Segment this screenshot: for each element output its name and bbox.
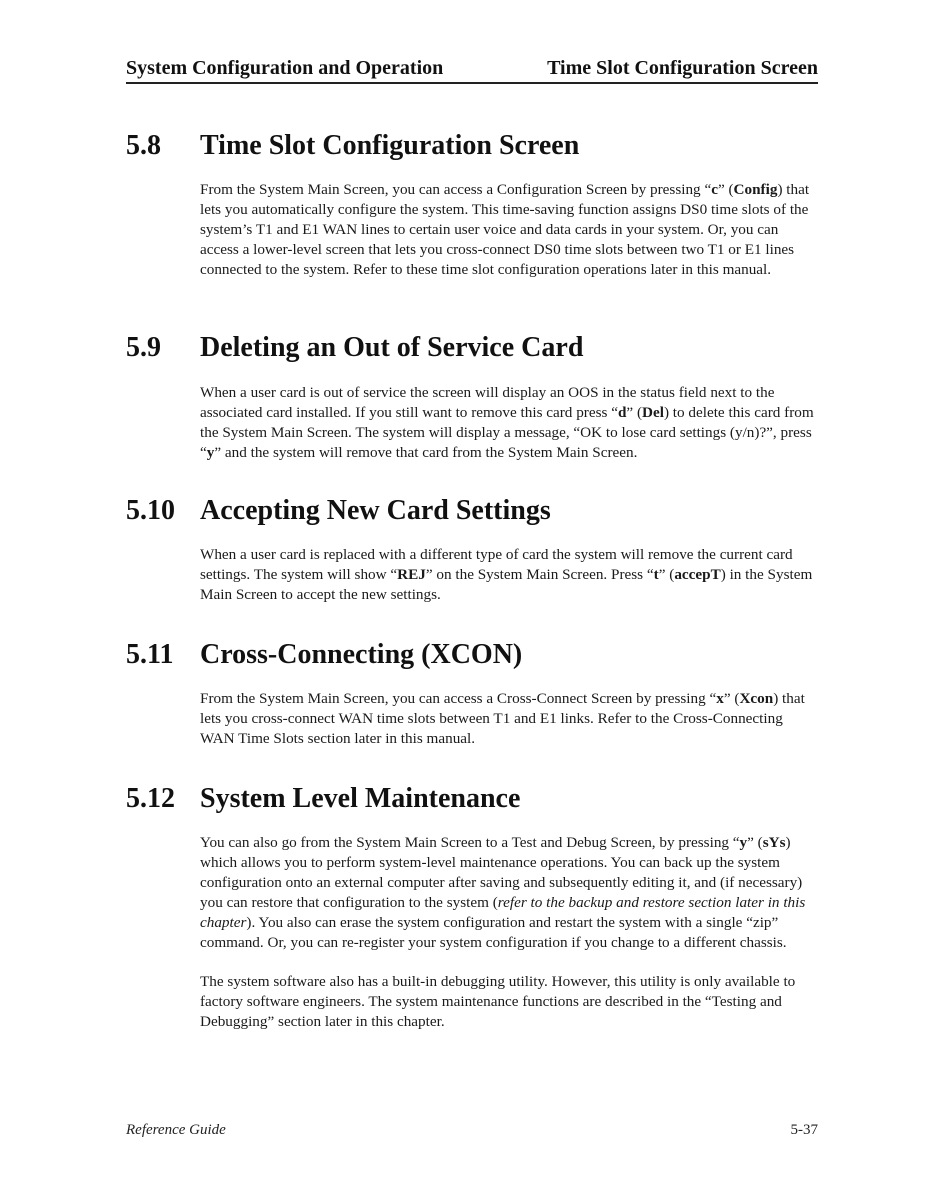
section-title: Deleting an Out of Service Card [200, 332, 584, 363]
section-heading [126, 130, 818, 162]
paragraph: When a user card is out of service the screen will display an OOS in the status field next to the associated card installed. If you still want to remove this card press “d” (Del) to delete this card from the System Main Screen. The system will display a message, “OK to lose card settings (y/n)?”, press “y” and the system will remove that card from the System Main Screen. [200, 384, 814, 461]
header-chapter-title: System Configuration and Operation [126, 57, 444, 79]
running-header [126, 56, 818, 84]
section-body [200, 180, 818, 280]
page-number: 5-37 [790, 1122, 818, 1138]
section-heading [126, 783, 818, 815]
section-heading [126, 639, 818, 671]
section-heading [126, 332, 818, 364]
header-section-title: Time Slot Configuration Screen [547, 57, 818, 79]
section-body [200, 833, 818, 1032]
section-number: 5.8 [126, 130, 161, 161]
section-body [200, 689, 818, 749]
section-5-9 [126, 332, 818, 461]
section-title: Accepting New Card Settings [200, 495, 551, 526]
section-5-11 [126, 639, 818, 747]
section-5-10 [126, 495, 818, 603]
paragraph: The system software also has a built-in debugging utility. However, this utility is only available to factory software engineers. The system maintenance functions are described in the “Testing and Debugging” section later in this chapter. [200, 973, 796, 1031]
section-heading [126, 495, 818, 527]
paragraph: You can also go from the System Main Screen to a Test and Debug Screen, by pressing “y” (sYs) which allows you to perform system-level maintenance operations. You can back up the system configuration onto an external computer after saving and subsequently editing it, and (if necessary) you can restore that configuration to the system (refer to the backup and restore section later in this chapter). You also can erase the system configuration and restart the system with a single “zip” command. Or, you can re-register your system configuration if you change to a different chassis. [200, 834, 806, 951]
section-title: Cross-Connecting (XCON) [200, 639, 523, 670]
section-title: System Level Maintenance [200, 783, 521, 814]
section-number: 5.11 [126, 639, 174, 670]
section-number: 5.10 [126, 495, 175, 526]
page-footer [126, 1120, 818, 1140]
section-number: 5.9 [126, 332, 161, 363]
section-body [200, 383, 818, 463]
paragraph: From the System Main Screen, you can access a Cross-Connect Screen by pressing “x” (Xcon) that lets you cross-connect WAN time slots between T1 and E1 links. Refer to the Cross-Connecting WAN Time Slots section later in this manual. [200, 690, 805, 747]
section-5-8 [126, 130, 818, 278]
footer-document-title: Reference Guide [126, 1122, 226, 1138]
paragraph: From the System Main Screen, you can access a Configuration Screen by pressing “c” (Config) that lets you automatically configure the system. This time-saving function assigns DS0 time slots of the system’s T1 and E1 WAN lines to certain user voice and data cards in your system. Or, you can access a lower-level screen that lets you cross-connect DS0 time slots between two T1 or E1 lines connected to the system. Refer to these time slot configuration operations later in this manual. [200, 181, 810, 278]
section-5-12 [126, 783, 818, 1031]
section-title: Time Slot Configuration Screen [200, 130, 580, 161]
paragraph: When a user card is replaced with a different type of card the system will remove the current card settings. The system will show “REJ” on the System Main Screen. Press “t” (accepT) in the System Main Screen to accept the new settings. [200, 546, 813, 603]
section-body [200, 545, 818, 605]
section-number: 5.12 [126, 783, 175, 814]
